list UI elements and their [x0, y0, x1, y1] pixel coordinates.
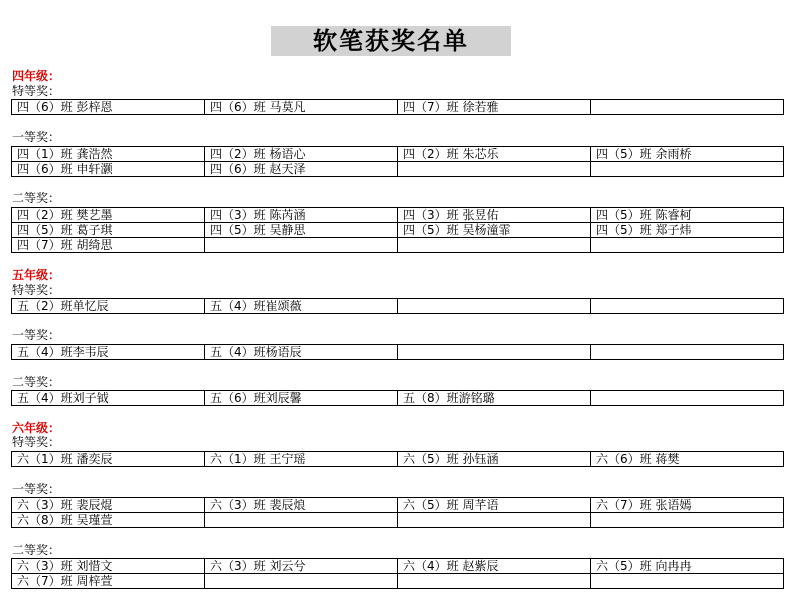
winner-cell: [591, 162, 784, 177]
winners-table: [11, 344, 784, 360]
winner-cell: 五（4）班杨语辰: [205, 345, 398, 360]
winner-cell: 六（5）班 向冉冉: [591, 559, 784, 574]
winner-cell: [205, 238, 398, 253]
winner-cell: 四（2）班 杨语心: [205, 147, 398, 162]
winner-cell: 五（8）班游铭璐: [398, 391, 591, 406]
prize-heading: 一等奖：: [12, 130, 61, 144]
grade-heading: 四年级：: [12, 69, 61, 83]
table-row: [12, 345, 784, 360]
winner-cell: 四（3）班 陈芮涵: [205, 208, 398, 223]
winner-cell: 四（5）班 陈睿柯: [591, 208, 784, 223]
winners-table: [11, 298, 784, 314]
winner-cell: 四（1）班 龚浩然: [12, 147, 205, 162]
table-row: [12, 498, 784, 513]
winner-cell: 六（7）班 周梓萱: [12, 574, 205, 589]
winners-table: [11, 146, 784, 177]
winners-table: [11, 558, 784, 589]
winner-cell: [398, 513, 591, 528]
prize-heading: 一等奖：: [12, 328, 61, 342]
winners-table: [11, 497, 784, 528]
winner-cell: [591, 238, 784, 253]
winner-cell: 五（4）班李韦辰: [12, 345, 205, 360]
winner-cell: 六（1）班 王宁瑶: [205, 452, 398, 467]
winner-cell: 五（4）班崔颂薇: [205, 299, 398, 314]
winner-cell: 六（6）班 蒋樊: [591, 452, 784, 467]
winner-cell: [591, 299, 784, 314]
winner-cell: 四（5）班 吴杨潼霏: [398, 223, 591, 238]
prize-heading: 二等奖：: [12, 543, 61, 557]
page-title: 软笔获奖名单: [271, 26, 511, 56]
table-row: [12, 452, 784, 467]
winners-table: [11, 99, 784, 115]
winner-cell: 四（6）班 彭梓恩: [12, 100, 205, 115]
table-row: [12, 559, 784, 574]
table-row: [12, 147, 784, 162]
prize-heading: 二等奖：: [12, 191, 61, 205]
table-row: [12, 238, 784, 253]
winner-cell: 六（3）班 刘云兮: [205, 559, 398, 574]
winner-cell: 六（3）班 刘惜文: [12, 559, 205, 574]
winner-cell: [398, 238, 591, 253]
winner-cell: [398, 574, 591, 589]
winner-cell: [591, 574, 784, 589]
grade-heading: 六年级：: [12, 421, 61, 435]
winner-cell: 四（5）班 吴静思: [205, 223, 398, 238]
winner-cell: 五（6）班刘辰馨: [205, 391, 398, 406]
winner-cell: [591, 391, 784, 406]
winner-cell: 六（8）班 吴瑾萱: [12, 513, 205, 528]
winner-cell: [398, 345, 591, 360]
winner-cell: 四（3）班 张昱佑: [398, 208, 591, 223]
winner-cell: 四（7）班 徐若雅: [398, 100, 591, 115]
winner-cell: [591, 345, 784, 360]
winner-cell: 六（4）班 赵紫辰: [398, 559, 591, 574]
winner-cell: [398, 162, 591, 177]
winner-cell: 五（2）班单忆辰: [12, 299, 205, 314]
winner-cell: 四（6）班 马莫凡: [205, 100, 398, 115]
winner-cell: 四（2）班 樊艺墨: [12, 208, 205, 223]
winner-cell: 六（1）班 潘奕辰: [12, 452, 205, 467]
winner-cell: [591, 513, 784, 528]
table-row: [12, 100, 784, 115]
grade-heading: 五年级：: [12, 268, 61, 282]
table-row: [12, 223, 784, 238]
prize-heading: 特等奖：: [12, 435, 61, 449]
winner-cell: 六（5）班 孙钰涵: [398, 452, 591, 467]
table-row: [12, 299, 784, 314]
table-row: [12, 513, 784, 528]
prize-heading: 特等奖：: [12, 84, 61, 98]
winners-table: [11, 207, 784, 253]
winners-table: [11, 390, 784, 406]
winner-cell: 六（5）班 周芊语: [398, 498, 591, 513]
winner-cell: [205, 513, 398, 528]
winner-cell: 四（6）班 申轩灏: [12, 162, 205, 177]
winner-cell: 四（5）班 余雨桥: [591, 147, 784, 162]
prize-heading: 一等奖：: [12, 482, 61, 496]
winner-cell: 四（7）班 胡绮思: [12, 238, 205, 253]
prize-heading: 特等奖：: [12, 283, 61, 297]
table-row: [12, 574, 784, 589]
table-row: [12, 162, 784, 177]
winner-cell: 四（2）班 朱芯乐: [398, 147, 591, 162]
prize-heading: 二等奖：: [12, 375, 61, 389]
winner-cell: 六（7）班 张语嫣: [591, 498, 784, 513]
winner-cell: [205, 574, 398, 589]
winner-cell: 四（5）班 郑子炜: [591, 223, 784, 238]
winner-cell: [398, 299, 591, 314]
winner-cell: 四（5）班 葛子琪: [12, 223, 205, 238]
table-row: [12, 208, 784, 223]
winners-table: [11, 451, 784, 467]
winner-cell: 六（3）班 裴辰烺: [205, 498, 398, 513]
winner-cell: 六（3）班 裴辰焜: [12, 498, 205, 513]
winner-cell: 五（4）班刘子钺: [12, 391, 205, 406]
table-row: [12, 391, 784, 406]
winner-cell: [591, 100, 784, 115]
winner-cell: 四（6）班 赵天泽: [205, 162, 398, 177]
